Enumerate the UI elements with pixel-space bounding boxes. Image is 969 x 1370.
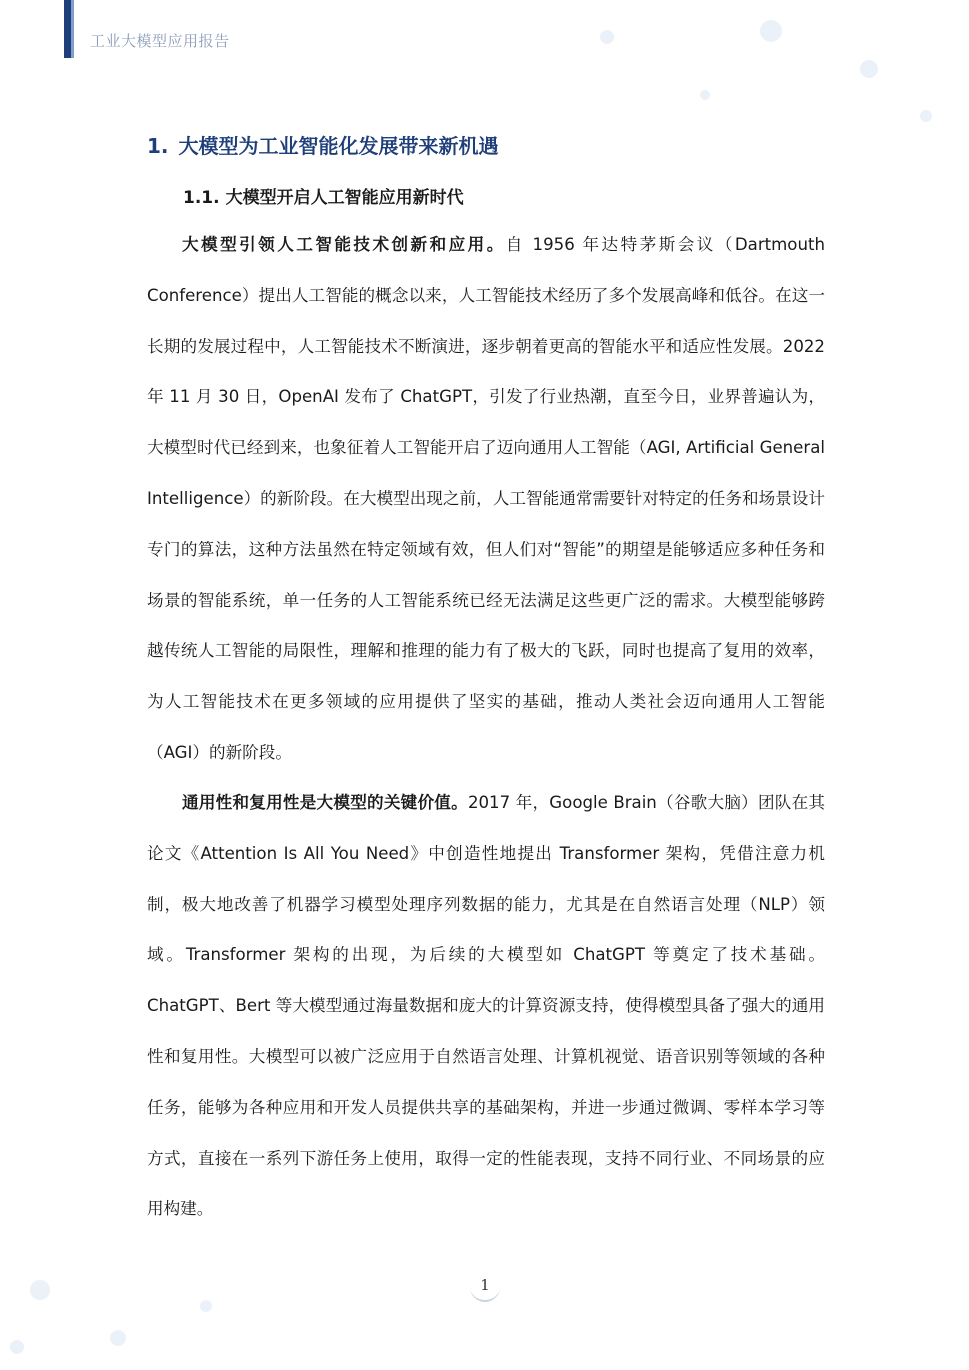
decorative-dot (700, 90, 710, 100)
header-accent-bar-light (71, 0, 74, 58)
page-number: 1 (480, 1276, 490, 1294)
subsection-heading (183, 183, 464, 208)
decorative-dot (760, 20, 782, 42)
paragraph-body: 2017 年，Google Brain（谷歌大脑）团队在其论文《Attention Is All You Need》中创造性地提出 Transformer 架构，凭借注意力机制，极大地改善了机器学习模型处理序列数据的能力，尤其是在自然语言处理（NLP）领域。Transformer 架构的出现，为后续的大模型如 ChatGPT 等奠定了技术基础。ChatGPT、Bert 等大模型通过海量数据和庞大的计算资源支持，使得模型具备了强大的通用性和复用性。大模型可以被广泛应用于自然语言处理、计算机视觉、语音识别等领域的各种任务，能够为各种应用和开发人员提供共享的基础架构，并进一步通过微调、零样本学习等方式，直接在一系列下游任务上使用，取得一定的性能表现，支持不同行业、不同场景的应用构建。 (147, 793, 826, 1219)
decorative-dot (600, 30, 614, 44)
section-number: 1. (147, 134, 169, 158)
report-header-title: 工业大模型应用报告 (90, 32, 230, 50)
decorative-dot (10, 1340, 24, 1354)
decorative-dot (860, 60, 878, 78)
subsection-title: 大模型开启人工智能应用新时代 (225, 188, 464, 208)
paragraph (147, 778, 825, 1235)
header-accent-bar (64, 0, 71, 58)
decorative-dot (200, 1300, 212, 1312)
decorative-dot (110, 1330, 126, 1346)
subsection-number: 1.1. (183, 188, 220, 208)
paragraph-lead: 大模型引领人工智能技术创新和应用。 (182, 235, 506, 254)
paragraph-lead: 通用性和复用性是大模型的关键价值。 (182, 793, 468, 812)
decorative-dot (920, 110, 932, 122)
decorative-dot (30, 1280, 50, 1300)
section-heading (147, 130, 499, 159)
section-title: 大模型为工业智能化发展带来新机遇 (178, 134, 499, 158)
paragraph-body: 自 1956 年达特茅斯会议（Dartmouth Conference）提出人工智能的概念以来，人工智能技术经历了多个发展高峰和低谷。在这一长期的发展过程中，人工智能技术不断演进，逐步朝着更高的智能水平和适应性发展。2022 年 11 月 30 日，OpenAI 发布了 ChatGPT，引发了行业热潮，直至今日，业界普遍认为，大模型时代已经到来，也象征着人工智能开启了迈向通用人工智能（AGI, Artificial General Intelligence）的新阶段。在大模型出现之前，人工智能通常需要针对特定的任务和场景设计专门的算法，这种方法虽然在特定领域有效，但人们对“智能”的期望是能够适应多种任务和场景的智能系统，单一任务的人工智能系统已经无法满足这些更广泛的需求。大模型能够跨越传统人工智能的局限性，理解和推理的能力有了极大的飞跃，同时也提高了复用的效率，为人工智能技术在更多领域的应用提供了坚实的基础，推动人类社会迈向通用人工智能（AGI）的新阶段。 (147, 235, 826, 762)
paragraph (147, 220, 825, 779)
